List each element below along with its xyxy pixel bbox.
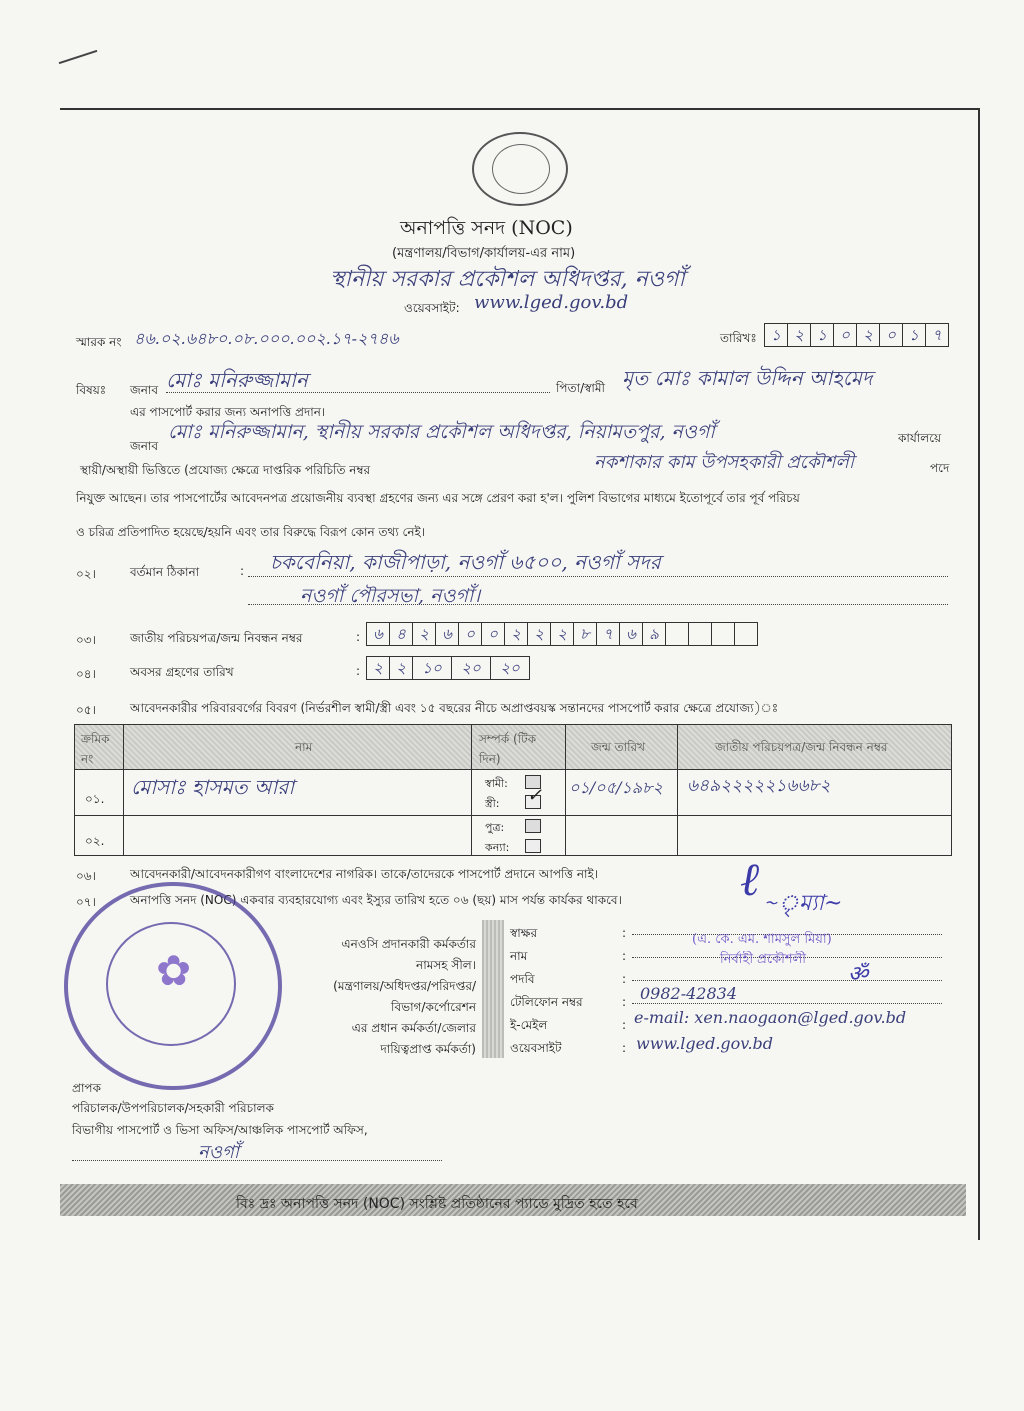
memo-number: ৪৬.০২.৬৪৮০.০৮.০০০.০০২.১৭-২৭৪৬ — [134, 329, 399, 348]
header-name: নাম — [295, 740, 313, 754]
digit-box: ২ — [412, 622, 436, 646]
digit-box: ১০ — [412, 656, 452, 680]
telephone-value: 0982-42834 — [640, 984, 738, 1003]
item-number: ০৪। — [76, 667, 96, 681]
paragraph-2: নিযুক্ত আছেন। তার পাসপোর্টের আবেদনপত্র প্রয়োজনীয় ব্যবস্থা গ্রহণের জন্য এর সঙ্গে প্রেরণ করা হ'ল। পুলিশ বিভাগের মাধ্যমে ইতোপূর্বে তার পূর্ব পরিচয় — [76, 491, 800, 505]
item-number: ০২। — [76, 567, 96, 581]
digit-box: ১ — [764, 323, 788, 347]
address-label: বর্তমান ঠিকানা — [130, 565, 200, 579]
retire-boxes — [366, 656, 529, 680]
recipient-line-1: পরিচালক/উপপরিচালক/সহকারী পরিচালক — [72, 1101, 274, 1115]
recipient-line-2: বিভাগীয় পাসপোর্ট ও ভিসা অফিস/আঞ্চলিক পাসপোর্ট অফিস, — [72, 1123, 368, 1137]
digit-box: ২ — [527, 622, 551, 646]
declaration-07: অনাপত্তি সনদ (NOC) একবার ব্যবহারযোগ্য এবং ইস্যুর তারিখ হতে ০৬ (ছয়) মাস পর্যন্ত কার্যকর থাকবে। — [130, 893, 622, 907]
tick-mark: ✓ — [527, 785, 543, 806]
subject-label: বিষয়ঃ — [76, 383, 107, 397]
item-number: ০৭। — [76, 895, 96, 909]
office-line: মোঃ মনিরুজ্জামান, স্থানীয় সরকার প্রকৌশল অধিদপ্তর, নিয়ামতপুর, নওগাঁ — [168, 421, 715, 443]
item-number: ০৫। — [76, 703, 96, 717]
retire-label: অবসর গ্রহণের তারিখ — [130, 665, 234, 679]
signatory-bracket — [482, 920, 504, 1058]
digit-box: ২০ — [490, 656, 530, 680]
noc-document: অনাপত্তি সনদ (NOC) (মন্ত্রণালয়/বিভাগ/কার্যালয়-এর নাম) স্থানীয় সরকার প্রকৌশল অধিদপ্তর, নওগাঁ ওয়েবসাইট: www.lged.gov.bd স্মারক নং ৪৬.০২.৬৪৮০.০৮.০০০.০০২.১৭-২৭৪৬ তারিখঃ ১ ২ ১ ০ ২ ০ ১ ৭ বিষয়ঃ জনাব মোঃ মনিরুজ্জামান পিতা/স্বামী মৃত মোঃ কামাল উদ্দিন আহমেদ এর পাসপোর্ট করার জন্য অনাপত্তি প্রদান। জনাব মোঃ মনিরুজ্জামান, স্থানীয় সরকার প্রকৌশল অধিদপ্তর, নিয়ামতপুর, নওগাঁ কার্যালয়ে স্থায়ী/অস্থায়ী ভিত্তিতে (প্রযোজ্য ক্ষেত্রে দাপ্তরিক পরিচিতি নম্বর নকশাকার কাম উপসহকারী প্রকৌশলী পদে নিযুক্ত আছেন। তার পাসপোর্টের আবেদনপত্র প্রয়োজনীয় ব্যবস্থা গ্রহণের জন্য এর সঙ্গে প্রেরণ করা হ'ল। পুলিশ বিভাগের মাধ্যমে ইতোপূর্বে তার পূর্ব পরিচয় ও চরিত্র প্রতিপাদিত হয়েছে/হয়নি এবং তার বিরুদ্ধে বিরূপ কোন তথ্য নেই। ০২। বর্তমান ঠিকানা : চকবেনিয়া, কাজীপাড়া, নওগাঁ ৬৫০০, নওগাঁ সদর নওগাঁ পৌরসভা, নওগাঁ। ০৩। জাতীয় পরিচয়পত্র/জন্ম নিবন্ধন নম্বর : ৬ ৪ ২ ৬ ০ ০ ২ ২ ২ ৮ ৭ ৬ ৯ ০৪। অবসর গ্রহণের তারিখ : ২ ২ ১০ ২০ ২০ ০৫। আবেদনকারীর পরিবারবর্গের বিবরণ (নির্ভরশীল স্বামী/স্ত্রী এবং ১৫ বছরের নীচে অপ্রাপ্তবয়স্ক সন্তানদের পাসপোর্ট করার ক্ষেত্রে প্রযোজ্য)ঃ ক্রমিক নং নাম সম্পর্ক (টিক দিন) জন্ম তারিখ জাতীয় পরিচয়পত্র/জন্ম নিবন্ধন নম্বর ০১. মোসাঃ হাসমত আরা স্বামী: স্ত্রী: ✓ ০১/০৫/১৯৮২ ৬৪৯২২২২২১৬৬৮২ ০২. পুত্র: কন্যা: ০৬। আবেদনকারী/আবেদনকারীগণ বাংলাদেশের নাগরিক। তাকে/তাদেরকে পাসপোর্ট প্রদানে আপত্তি নাই। ০৭। অনাপত্তি সনদ (NOC) একবার ব্যবহারযোগ্য এবং ইস্যুর তারিখ হতে ০৬ (ছয়) মাস পর্যন্ত কার্যকর থাকবে। ✿ এনওসি প্রদানকারী কর্মকর্তার নামসহ সীল। (মন্ত্রণালয়/অধিদপ্তর/পরিদপ্তর/ বিভাগ/কর্পোরেশন এর প্রধান কর্মকর্তা/জেলার দায়িত্বপ্রাপ্ত কর্মকর্তা) স্বাক্ষর নাম পদবি টেলিফোন নম্বর ই-মেইল ওয়েবসাইট : : : : : : ℓ ~ৃম্যা~ (এ. কে. এম. শামসুল মিয়া) নির্বাহী প্রকৌশলী ॐ 0982-42834 e-mail: xen.naogaon@lged.gov.bd www.lged.gov.bd প্রাপক পরিচালক/উপপরিচালক/সহকারী পরিচালক বিভাগীয় পাসপোর্ট ও ভিসা অফিস/আঞ্চলিক পাসপোর্ট অফিস, নওগাঁ বিঃ দ্রঃ অনাপত্তি সনদ (NOC) সংশ্লিষ্ট প্রতিষ্ঠানের প্যাডে মুদ্রিত হতে হবে — [0, 0, 1024, 1411]
office-name: স্থানীয় সরকার প্রকৌশল অধিদপ্তর, নওগাঁ — [330, 267, 685, 292]
signatory-labels: স্বাক্ষর নাম পদবি টেলিফোন নম্বর ই-মেইল ওয়েবসাইট — [510, 926, 583, 1055]
digit-box: ৮ — [573, 622, 597, 646]
header-serial: ক্রমিক নং — [81, 732, 110, 766]
checkbox-son[interactable] — [525, 819, 541, 833]
digit-box — [665, 622, 689, 646]
mr-label: জনাব — [130, 383, 159, 397]
row-serial: ০২. — [85, 834, 105, 848]
lotus-icon: ✿ — [156, 946, 192, 995]
nid-label: জাতীয় পরিচয়পত্র/জন্ম নিবন্ধন নম্বর — [130, 631, 303, 645]
website-label: ওয়েবসাইট: — [404, 301, 460, 315]
footer-note-bar — [60, 1184, 966, 1216]
signatory-left: এনওসি প্রদানকারী কর্মকর্তার নামসহ সীল। (মন্ত্রণালয়/অধিদপ্তর/পরিদপ্তর/ বিভাগ/কর্পোরেশন এর প্রধান কর্মকর্তা/জেলার দায়িত্বপ্রাপ্ত কর্মকর্তা) — [333, 937, 476, 1056]
digit-box — [734, 622, 758, 646]
digit-box: ৬ — [619, 622, 643, 646]
declaration-06: আবেদনকারী/আবেদনকারীগণ বাংলাদেশের নাগরিক। তাকে/তাদেরকে পাসপোর্ট প্রদানে আপত্তি নাই। — [130, 867, 599, 881]
relation-wife: স্ত্রী: — [485, 797, 500, 810]
digit-box — [688, 622, 712, 646]
digit-box: ২ — [389, 656, 413, 680]
digit-box: ২ — [550, 622, 574, 646]
digit-box: ৯ — [642, 622, 666, 646]
family-label: আবেদনকারীর পরিবারবর্গের বিবরণ (নির্ভরশীল স্বামী/স্ত্রী এবং ১৫ বছরের নীচে অপ্রাপ্তবয়স্ক সন্তানদের পাসপোর্ট করার ক্ষেত্রে প্রযোজ্য)ঃ — [130, 701, 779, 715]
digit-box: ২০ — [451, 656, 491, 680]
designation-suffix: পদে — [930, 461, 950, 475]
digit-box: ০ — [458, 622, 482, 646]
table-header — [75, 725, 951, 770]
checkbox-daughter[interactable] — [525, 839, 541, 853]
header-relation: সম্পর্ক (টিক দিন) — [479, 732, 537, 766]
family-table — [74, 724, 952, 856]
document-subtitle: (মন্ত্রণালয়/বিভাগ/কার্যালয়-এর নাম) — [392, 246, 576, 261]
relation-daughter: কন্যা: — [485, 841, 510, 854]
digit-box: ৬ — [366, 622, 390, 646]
office-suffix: কার্যালয়ে — [898, 431, 942, 445]
digit-box: ০ — [481, 622, 505, 646]
address-line-1: চকবেনিয়া, কাজীপাড়া, নওগাঁ ৬৫০০, নওগাঁ সদর — [270, 550, 661, 574]
recipient-label: প্রাপক — [72, 1081, 101, 1095]
date-label: তারিখঃ — [720, 331, 757, 345]
footer-note: বিঃ দ্রঃ অনাপত্তি সনদ (NOC) সংশ্লিষ্ট প্রতিষ্ঠানের প্যাডে মুদ্রিত হতে হবে — [236, 1196, 638, 1212]
website-signatory-value: www.lged.gov.bd — [636, 1034, 774, 1053]
digit-box: ২ — [856, 323, 880, 347]
designation: নকশাকার কাম উপসহকারী প্রকৌশলী — [594, 452, 854, 473]
document-title: অনাপত্তি সনদ (NOC) — [400, 217, 573, 239]
digit-box: ১ — [810, 323, 834, 347]
signatory-name-stamp: (এ. কে. এম. শামসুল মিয়া) — [692, 932, 832, 947]
item-number: ০৩। — [76, 633, 96, 647]
memo-label: স্মারক নং — [76, 335, 122, 349]
item-number: ০৬। — [76, 869, 96, 883]
digit-box: ৭ — [925, 323, 949, 347]
row-serial: ০১. — [85, 792, 105, 806]
recipient-line-3: নওগাঁ — [198, 1142, 240, 1163]
paragraph-3: ও চরিত্র প্রতিপাদিত হয়েছে/হয়নি এবং তার বিরুদ্ধে বিরূপ কোন তথ্য নেই। — [76, 525, 426, 539]
office-stamp — [64, 882, 282, 1090]
digit-box: ১ — [902, 323, 926, 347]
father-label: পিতা/স্বামী — [556, 381, 605, 395]
digit-box: ০ — [833, 323, 857, 347]
digit-box: ২ — [787, 323, 811, 347]
mr-label-2: জনাব — [130, 439, 159, 453]
digit-box — [711, 622, 735, 646]
digit-box: ৪ — [389, 622, 413, 646]
relation-son: পুত্র: — [485, 821, 505, 834]
row-nid: ৬৪৯২২২২২১৬৬৮২ — [687, 776, 831, 796]
initials-signature: ॐ — [848, 962, 869, 987]
nid-boxes — [366, 622, 757, 646]
digit-box: ৬ — [435, 622, 459, 646]
signature-scrawl: ~ৃম্যা~ — [762, 891, 843, 916]
digit-box: ২ — [366, 656, 390, 680]
digit-box: ০ — [879, 323, 903, 347]
relation-husband: স্বামী: — [485, 777, 508, 790]
row-dob: ০১/০৫/১৯৮২ — [569, 778, 663, 797]
government-seal — [472, 132, 568, 206]
subject-line2: এর পাসপোর্ট করার জন্য অনাপত্তি প্রদান। — [130, 405, 326, 419]
handwritten-signature: ℓ — [740, 852, 760, 906]
digit-box: ২ — [504, 622, 528, 646]
pen-mark — [59, 50, 98, 64]
header-nid: জাতীয় পরিচয়পত্র/জন্ম নিবন্ধন নম্বর — [715, 740, 888, 754]
header-dob: জন্ম তারিখ — [591, 740, 646, 754]
date-boxes — [764, 323, 948, 347]
signatory-designation-stamp: নির্বাহী প্রকৌশলী — [720, 952, 807, 967]
website-value: www.lged.gov.bd — [474, 292, 629, 313]
email-value: e-mail: xen.naogaon@lged.gov.bd — [634, 1008, 907, 1027]
digit-box: ৭ — [596, 622, 620, 646]
father-name: মৃত মোঃ কামাল উদ্দিন আহমেদ — [622, 366, 873, 390]
permanent-label: স্থায়ী/অস্থায়ী ভিত্তিতে (প্রযোজ্য ক্ষেত্রে দাপ্তরিক পরিচিতি নম্বর — [80, 463, 371, 477]
row-name: মোসাঃ হাসমত আরা — [131, 775, 295, 799]
applicant-name: মোঃ মনিরুজ্জামান — [166, 368, 308, 392]
address-line-2: নওগাঁ পৌরসভা, নওগাঁ। — [300, 585, 481, 607]
